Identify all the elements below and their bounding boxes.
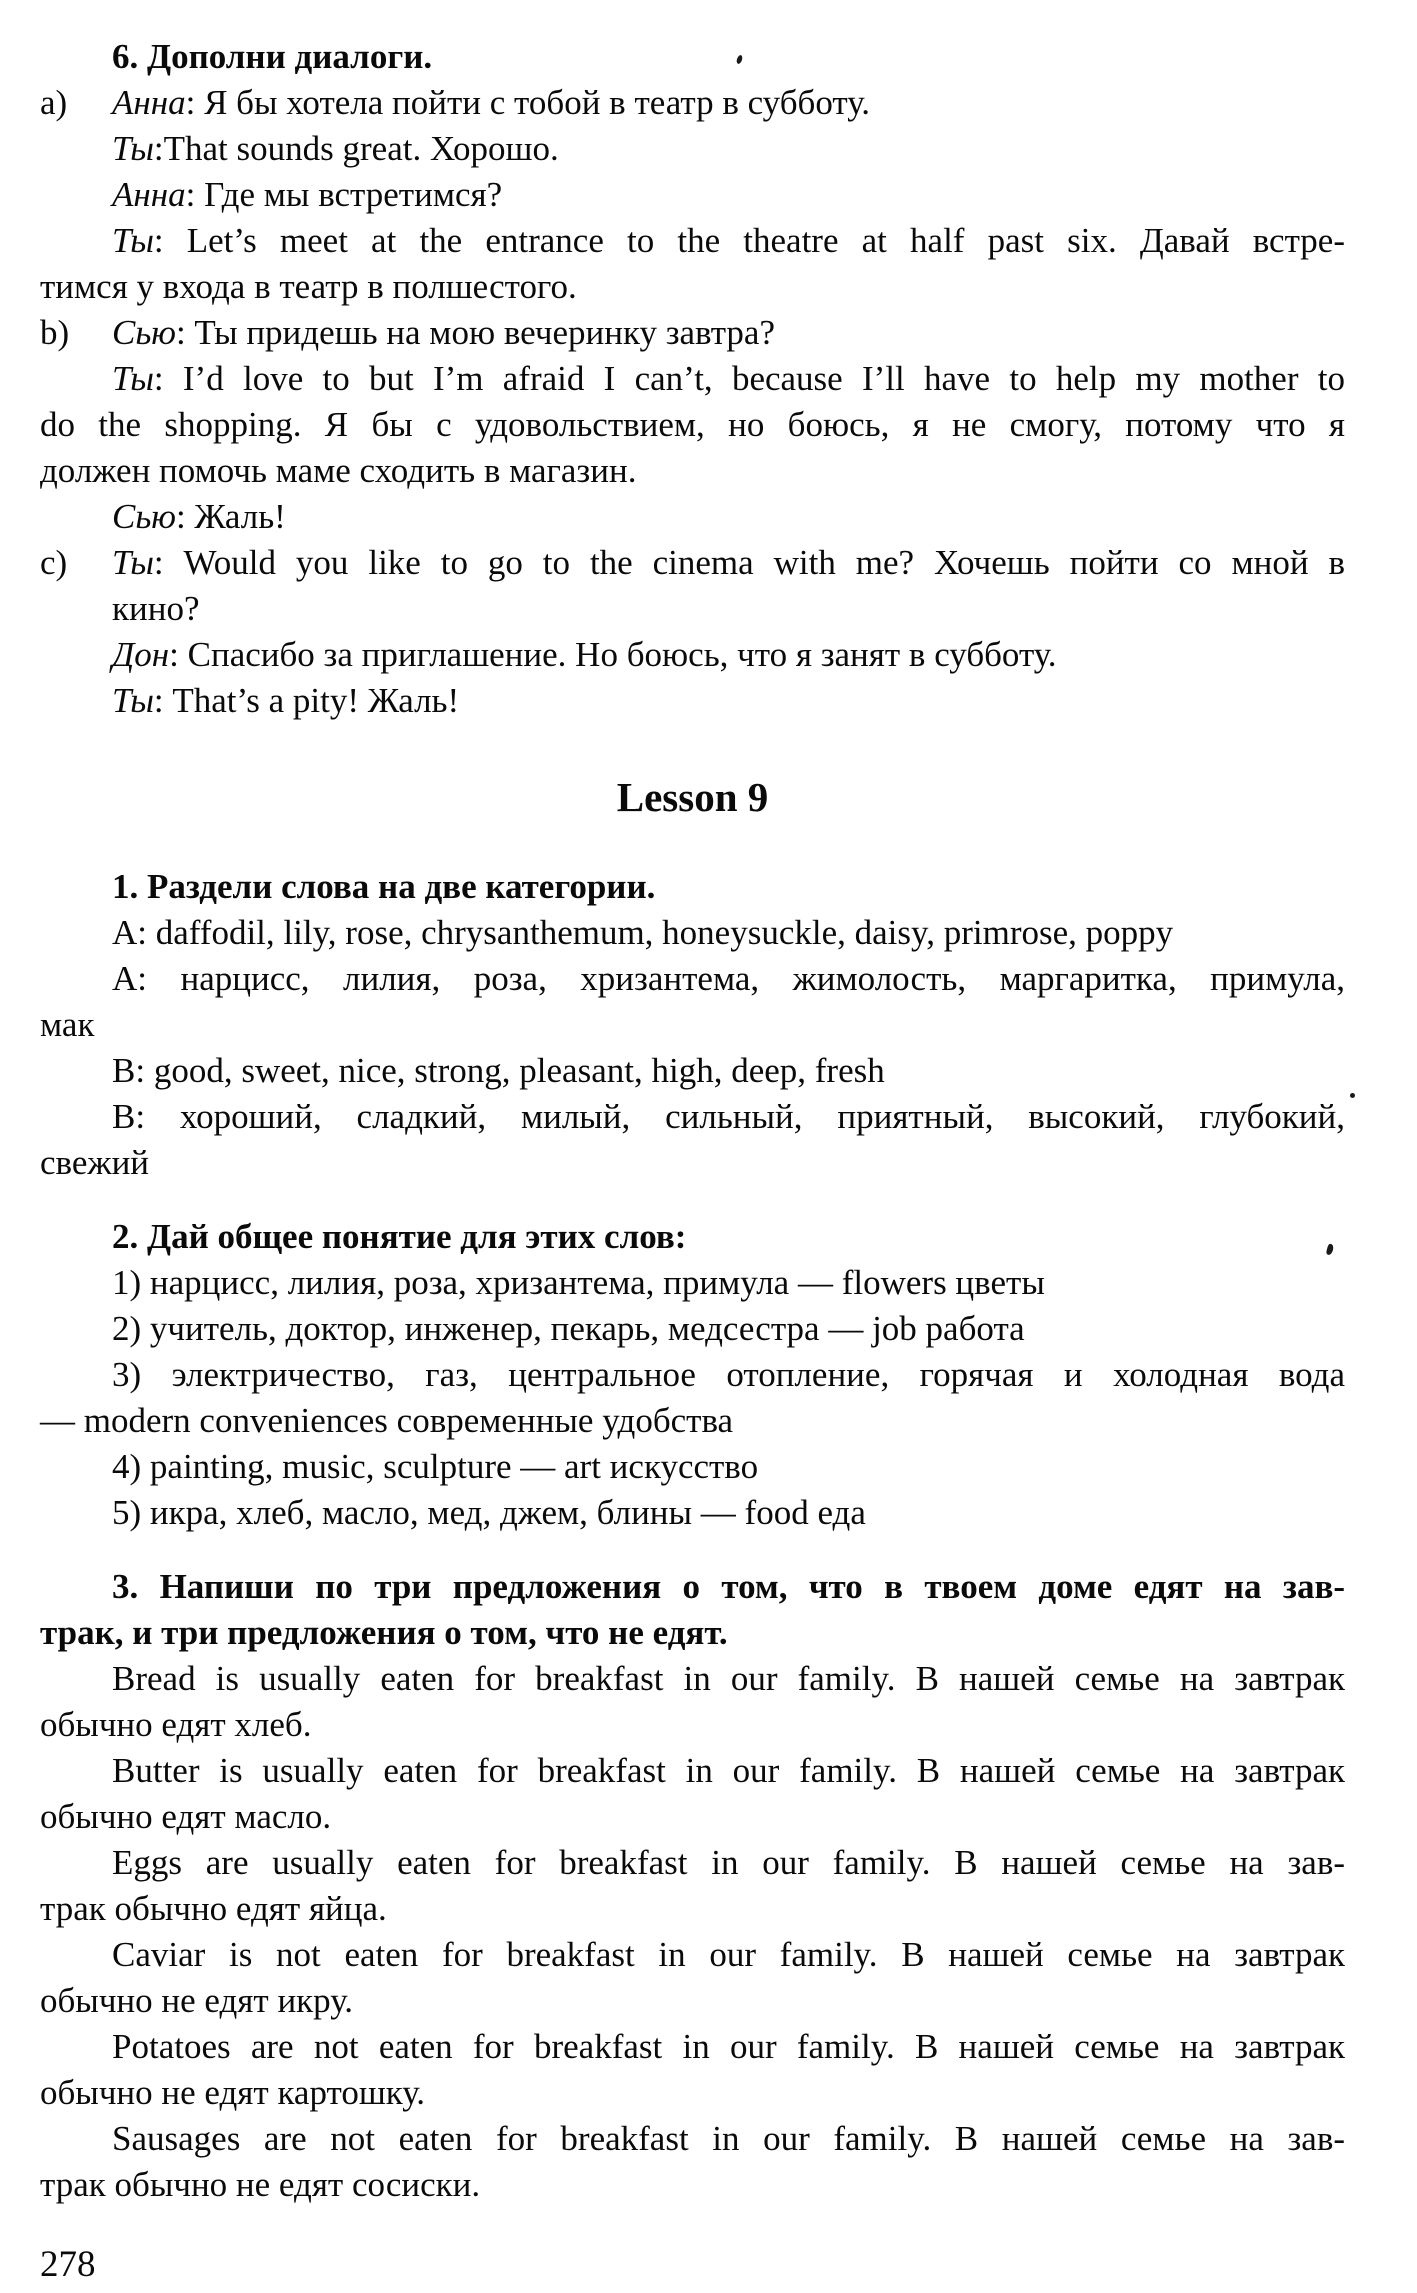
line-text: Potatoes are not eaten for breakfast in our family. В нашей семье на завтрак (112, 2027, 1345, 2066)
line-text: обычно не едят икру. (40, 1981, 353, 2020)
dialog-line (40, 356, 1345, 402)
dialog-line (40, 494, 1345, 540)
dialog-text: : I’d love to but I’m afraid I can’t, because I’ll have to help my mother to (153, 359, 1345, 398)
dialog-line (40, 126, 1345, 172)
exercise-1-heading: 1. Раздели слова на две категории. (112, 867, 656, 906)
line-text: трак обычно не едят сосиски. (40, 2165, 481, 2204)
lesson-heading: Lesson 9 (616, 774, 769, 820)
text-line (40, 2116, 1345, 2162)
dialog-line (40, 540, 1345, 586)
dialog-speaker: Сью (112, 313, 176, 352)
text-line (40, 1002, 1345, 1048)
line-text: обычно едят хлеб. (40, 1705, 312, 1744)
dialog-line (40, 310, 1345, 356)
line-text: 1) нарцисс, лилия, роза, хризантема, примула — flowers цветы (112, 1263, 1045, 1302)
dialog-text: тимся у входа в театр в полшестого. (40, 267, 577, 306)
exercise-6-heading: 6. Дополни диалоги. (112, 37, 433, 76)
line-text: Butter is usually eaten for breakfast in our family. В нашей семье на завтрак (112, 1751, 1345, 1790)
dialog-line (40, 402, 1345, 448)
line-text: мак (40, 1005, 95, 1044)
text-line (40, 2070, 1345, 2116)
text-line (40, 1094, 1345, 1140)
line-text: Bread is usually eaten for breakfast in our family. В нашей семье на завтрак (112, 1659, 1345, 1698)
exercise-2-heading: 2. Дай общее понятие для этих слов: (112, 1217, 687, 1256)
text-line (40, 1978, 1345, 2024)
text-line (40, 1048, 1345, 1094)
text-line (40, 1490, 1345, 1536)
dialog-text: : Я бы хотела пойти с тобой в театр в субботу. (185, 83, 870, 122)
dialog-line (40, 586, 1345, 632)
dialog-speaker: Дон (112, 635, 170, 674)
dialog-text: кино? (112, 589, 200, 628)
line-text: 3) электричество, газ, центральное отопление, горячая и холодная вода (112, 1355, 1345, 1394)
line-text: B: good, sweet, nice, strong, pleasant, high, deep, fresh (112, 1051, 885, 1090)
dialog-line (40, 172, 1345, 218)
text-line (40, 1306, 1345, 1352)
dialog-line (40, 218, 1345, 264)
text-line (40, 1352, 1345, 1398)
dialog-text: do the shopping. Я бы с удовольствием, но боюсь, я не смогу, потому что я (40, 405, 1345, 444)
text-line (40, 956, 1345, 1002)
dialog-label: c) (40, 543, 68, 582)
dialog-line (40, 80, 1345, 126)
text-line (40, 1840, 1345, 1886)
exercise-3-heading-cont: трак, и три предложения о том, что не едят. (40, 1613, 728, 1652)
line-text: трак обычно едят яйца. (40, 1889, 387, 1928)
dialog-speaker: Ты (112, 129, 154, 168)
line-text: — modern conveniences современные удобства (40, 1401, 734, 1440)
dialog-line (40, 632, 1345, 678)
dialog-label: b) (40, 313, 70, 352)
line-text: A: нарцисс, лилия, роза, хризантема, жимолость, маргаритка, примула, (112, 959, 1345, 998)
text-line (40, 910, 1345, 956)
exercise-3-heading: 3. Напиши по три предложения о том, что в твоем доме едят на зав- (112, 1567, 1345, 1606)
dialog-text: :That sounds great. Хорошо. (153, 129, 559, 168)
dialog-line (40, 264, 1345, 310)
line-text: свежий (40, 1143, 150, 1182)
text-line (40, 2024, 1345, 2070)
dialog-text: : Спасибо за приглашение. Но боюсь, что я занят в субботу. (169, 635, 1057, 674)
dialog-text: : Где мы встретимся? (185, 175, 503, 214)
text-line (40, 1794, 1345, 1840)
dialog-line (40, 678, 1345, 724)
dialog-text: должен помочь маме сходить в магазин. (40, 451, 637, 490)
text-line (40, 1886, 1345, 1932)
dialog-speaker: Ты (112, 221, 154, 260)
text-line (40, 1398, 1345, 1444)
text-line (40, 1702, 1345, 1748)
text-line (40, 1444, 1345, 1490)
dialog-text: : Жаль! (175, 497, 286, 536)
dialog-label: a) (40, 83, 68, 122)
dialog-text: : Let’s meet at the entrance to the theatre at half past six. Давай встре- (153, 221, 1345, 260)
text-line (40, 1140, 1345, 1186)
dialog-text: : Would you like to go to the cinema with me? Хочешь пойти со мной в (153, 543, 1345, 582)
dialog-text: : Ты придешь на мою вечеринку завтра? (175, 313, 776, 352)
line-text: Caviar is not eaten for breakfast in our family. В нашей семье на завтрак (112, 1935, 1345, 1974)
dialog-line (40, 448, 1345, 494)
text-line (40, 1748, 1345, 1794)
dialog-speaker: Ты (112, 359, 154, 398)
dialog-text: : That’s a pity! Жаль! (153, 681, 460, 720)
dialog-speaker: Ты (112, 543, 154, 582)
line-text: обычно едят масло. (40, 1797, 332, 1836)
line-text: 5) икра, хлеб, масло, мед, джем, блины — food еда (112, 1493, 866, 1532)
line-text: Sausages are not eaten for breakfast in our family. В нашей семье на зав- (112, 2119, 1345, 2158)
scan-speck (1350, 1093, 1355, 1098)
text-line (40, 1932, 1345, 1978)
line-text: A: daffodil, lily, rose, chrysanthemum, honeysuckle, daisy, primrose, poppy (112, 913, 1174, 952)
dialog-speaker: Сью (112, 497, 176, 536)
text-line (40, 2162, 1345, 2208)
page-number: 278 (40, 2244, 96, 2285)
dialog-speaker: Анна (112, 175, 186, 214)
dialog-speaker: Анна (112, 83, 186, 122)
line-text: 2) учитель, доктор, инженер, пекарь, медсестра — job работа (112, 1309, 1025, 1348)
line-text: обычно не едят картошку. (40, 2073, 426, 2112)
dialog-speaker: Ты (112, 681, 154, 720)
text-line (40, 1260, 1345, 1306)
line-text: Eggs are usually eaten for breakfast in our family. В нашей семье на зав- (112, 1843, 1345, 1882)
line-text: B: хороший, сладкий, милый, сильный, приятный, высокий, глубокий, (112, 1097, 1345, 1136)
line-text: 4) painting, music, sculpture — art искусство (112, 1447, 759, 1486)
text-line (40, 1656, 1345, 1702)
